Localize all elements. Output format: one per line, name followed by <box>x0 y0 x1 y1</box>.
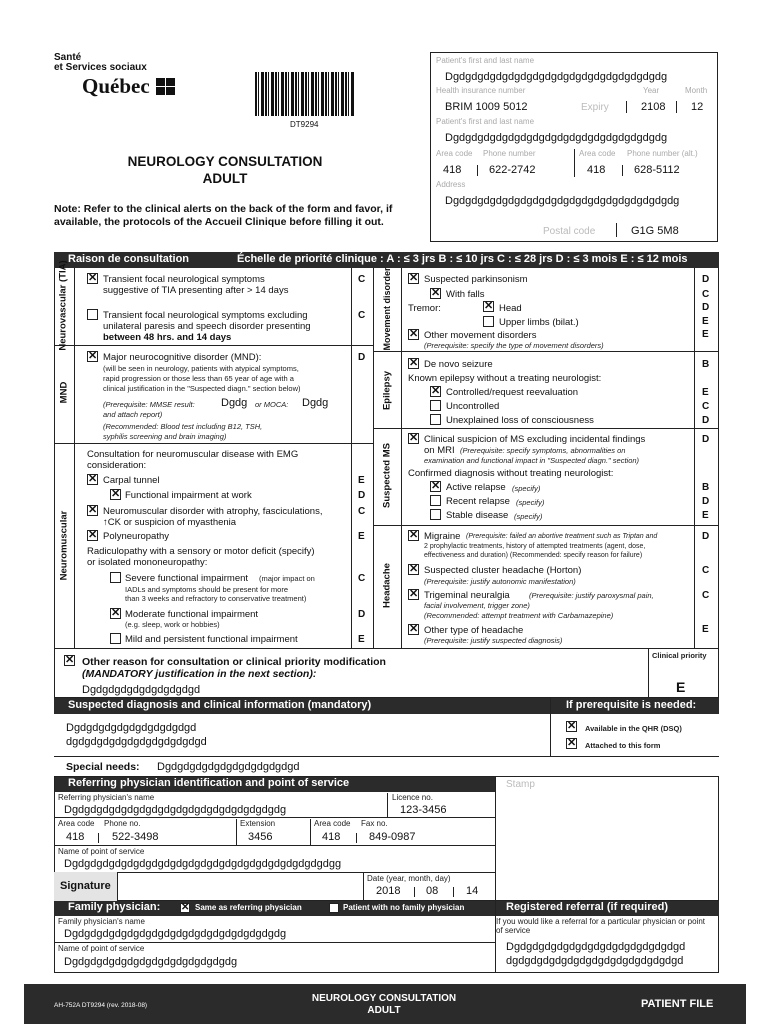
family-name-label: Family physician's name <box>58 917 145 926</box>
diagnosis-header <box>54 698 719 714</box>
ms-prereq-2: examination and functional impact in "Suspected diagn." section) <box>424 456 640 465</box>
mnd-note-3: clinical justification in the "Suspected diagn." section below) <box>103 384 301 393</box>
nm-intro: Consultation for neuromuscular disease with EMG <box>87 449 299 460</box>
clinical-priority-field[interactable]: E <box>676 679 686 695</box>
year-label: Year <box>643 86 660 95</box>
cluster-label: Suspected cluster headache (Horton) <box>424 565 582 576</box>
limbs-label: Upper limbs (bilat.) <box>499 317 579 328</box>
migraine-prereq-2: 2 prophylactic treatments, history of attempted treatments (agent, dose, <box>424 543 646 550</box>
expiry-label: Expiry <box>581 102 609 113</box>
area2-field[interactable]: 418 <box>587 164 606 176</box>
mnd-prereq: (Prerequisite: MMSE result: <box>103 400 195 409</box>
ref-name-field[interactable]: Dgdgdgdgdgdgdgdgdgdgdgdgdgdgdgdgdgdg <box>64 804 287 816</box>
tia2-label-2: unilateral paresis and speech disorder presenting <box>103 321 311 332</box>
registered-field-line1[interactable]: Dgdgdgdgdgdgdgdgdgdgdgdgdgdgd <box>506 941 686 953</box>
patient-name2-label: Patient's first and last name <box>436 117 535 126</box>
registered-text: If you would like a referral for a particular physician or point of service <box>496 917 705 935</box>
loss-consciousness-checkbox[interactable] <box>430 414 441 425</box>
footer-patient-file: PATIENT FILE <box>641 998 714 1010</box>
date-label: Date (year, month, day) <box>367 874 451 883</box>
moderate-priority: D <box>358 609 366 620</box>
mnd-attach: and attach report) <box>103 410 163 419</box>
other-movement-label: Other movement disorders <box>424 330 537 341</box>
stable-disease-label: Stable disease <box>446 510 509 521</box>
address-field[interactable]: Dgdgdgdgdgdgdgdgdgdgdgdgdgdgdgdgdgdgdg <box>445 195 680 207</box>
attached-label: Attached to this form <box>585 741 661 750</box>
stable-disease-priority: E <box>702 510 709 521</box>
diagnosis-field-line1[interactable]: Dgdgdgdgdgdgdgdgdgdgd <box>66 722 197 734</box>
diagnosis-title: Suspected diagnosis and clinical information (mandatory) <box>68 699 372 711</box>
falls-checkbox[interactable]: ✕ <box>431 287 441 299</box>
phone2-label: Phone number (alt.) <box>627 149 698 158</box>
head-label: Head <box>499 303 522 314</box>
migraine-priority: D <box>702 531 710 542</box>
reason-header: Raison de consultation <box>68 253 190 265</box>
loss-consciousness-priority: D <box>702 415 710 426</box>
active-specify: (specify) <box>512 484 541 493</box>
no-physician-checkbox[interactable] <box>329 903 339 913</box>
same-physician-checkbox[interactable]: ✕ <box>181 902 190 913</box>
ref-pos-field[interactable]: Dgdgdgdgdgdgdgdgdgdgdgdgdgdgdgdgdgdgdgdgdgdgg <box>64 858 342 870</box>
other-headache-prereq: (Prerequisite: justify suspected diagnosis) <box>424 636 563 645</box>
mnd-rec-2: syphilis screening and brain imaging) <box>103 432 227 441</box>
patient-name-field[interactable]: Dgdgdgdgdgdgdgdgdgdgdgdgdgdgdgdgdgdg <box>445 71 668 83</box>
footer-subtitle: ADULT <box>367 1005 401 1016</box>
ref-ext-field[interactable]: 3456 <box>248 831 273 843</box>
family-pos-label: Name of point of service <box>58 944 145 953</box>
severe-note-3: than 3 weeks and refractory to conservative treatment) <box>125 594 307 603</box>
ref-phone-field[interactable]: 522-3498 <box>112 831 159 843</box>
mnd-note-1: (will be seen in neurology, patients with atypical symptoms, <box>103 364 299 373</box>
nm-intro-2: consideration: <box>87 460 147 471</box>
recent-specify: (specify) <box>516 498 545 507</box>
signature-label: Signature <box>60 880 111 892</box>
note: Note: Refer to the clinical alerts on the back of the form and favor, if available, the protocols of the Accueil Clinique before filling it out. <box>54 203 393 228</box>
section-neuromuscular: Neuromuscular <box>58 510 70 581</box>
migraine-prereq-3: effectiveness and duration) (Recommended: specify reason for failure) <box>424 552 643 559</box>
trigeminal-priority: C <box>702 590 710 601</box>
other-reason-field[interactable]: Dgdgdgdgdgdgdgdgdgd <box>82 684 201 696</box>
section-epilepsy: Epilepsy <box>381 370 393 411</box>
functional-work-priority: D <box>358 490 366 501</box>
licence-field[interactable]: 123-3456 <box>400 804 447 816</box>
section-headache: Headache <box>381 563 393 608</box>
barcode <box>255 72 355 116</box>
referring-title: Referring physician identification and point of service <box>68 777 350 789</box>
active-relapse-priority: B <box>702 482 710 493</box>
page-title: NEUROLOGY CONSULTATION ADULT <box>127 154 323 186</box>
other-movement-prereq: (Prerequisite: specify the type of movement disorders) <box>424 341 604 350</box>
uncontrolled-checkbox[interactable] <box>430 400 441 411</box>
de-novo-checkbox[interactable]: ✕ <box>409 357 419 369</box>
trigeminal-rec: (Recommended: attempt treatment with Carbamazepine) <box>424 611 614 620</box>
ref-area-label: Area code <box>58 819 95 828</box>
carpal-priority: E <box>358 475 365 486</box>
trigeminal-label: Trigeminal neuralgia <box>424 590 510 601</box>
parkinsonism-checkbox[interactable]: ✕ <box>409 272 419 284</box>
phone-label: Phone number <box>483 149 536 158</box>
limbs-checkbox[interactable] <box>483 316 494 327</box>
tia2-checkbox[interactable] <box>87 309 98 320</box>
ref-area2-field[interactable]: 418 <box>322 831 341 843</box>
falls-label: With falls <box>446 289 485 300</box>
phone2-field[interactable]: 628-5112 <box>634 164 680 176</box>
migraine-label: Migraine <box>424 531 461 542</box>
radiculopathy-label-2: or isolated mononeuropathy: <box>87 557 208 568</box>
polyneuropathy-priority: E <box>358 531 365 542</box>
area2-label: Area code <box>579 149 616 158</box>
carpal-checkbox[interactable]: ✕ <box>88 473 98 485</box>
other-reason-label: Other reason for consultation or clinical priority modification <box>82 656 386 668</box>
logo-line2: et Services sociaux <box>54 62 147 73</box>
other-movement-priority: E <box>702 329 709 340</box>
parkinsonism-label: Suspected parkinsonism <box>424 274 528 285</box>
recent-relapse-priority: D <box>702 496 710 507</box>
active-relapse-label: Active relapse <box>446 482 506 493</box>
severe-note: (major impact on <box>259 574 315 583</box>
nm-disorder-label-2: ↑CK or suspicion of myasthenia <box>103 517 237 528</box>
cluster-prereq: (Prerequisite: justify autonomic manifestation) <box>424 577 576 586</box>
ref-fax-label: Fax no. <box>361 819 388 828</box>
section-ms: Suspected MS <box>381 443 393 508</box>
migraine-prereq: (Prerequisite: failed an abortive treatment such as Triptan and <box>466 533 658 540</box>
mnd-or: or MOCA: <box>255 400 289 409</box>
ref-pos-label: Name of point of service <box>58 847 145 856</box>
moderate-note: (e.g. sleep, work or hobbies) <box>125 620 220 629</box>
diagnosis-field-line2[interactable]: dgdgdgdgdgdgdgdgdgdgdgd <box>66 736 207 748</box>
tia2-priority: C <box>358 310 366 321</box>
ref-ext-label: Extension <box>240 819 276 828</box>
ms-label: Clinical suspicion of MS excluding incidental findings <box>424 434 646 445</box>
ref-area-field[interactable]: 418 <box>66 831 85 843</box>
ms-label-2: on MRI <box>424 445 455 456</box>
prereq-title: If prerequisite is needed: <box>566 699 697 711</box>
other-movement-checkbox[interactable]: ✕ <box>409 328 419 340</box>
other-reason-label-2: (MANDATORY justification in the next section): <box>82 668 317 680</box>
nm-disorder-checkbox[interactable]: ✕ <box>88 504 98 516</box>
fleur-de-lis-flag-icon <box>156 78 175 95</box>
hin-field[interactable]: BRIM 1009 5012 <box>445 101 528 113</box>
cluster-checkbox[interactable]: ✕ <box>409 563 419 575</box>
migraine-checkbox[interactable]: ✕ <box>409 529 419 541</box>
registered-title: Registered referral (if required) <box>506 901 668 913</box>
date-year-field[interactable]: 2018 <box>376 885 401 897</box>
clinical-priority-label: Clinical priority <box>652 651 707 660</box>
mnd-rec-1: (Recommended: Blood test including B12, TSH, <box>103 422 263 431</box>
falls-priority: C <box>702 289 710 300</box>
patient-name-label: Patient's first and last name <box>436 56 535 65</box>
family-header <box>54 901 495 916</box>
tia1-label: Transient focal neurological symptoms <box>103 274 265 285</box>
special-needs-label: Special needs: <box>66 761 140 773</box>
postal-field[interactable]: G1G 5M8 <box>631 225 679 237</box>
registered-header <box>496 901 719 916</box>
area-label: Area code <box>436 149 473 158</box>
family-title: Family physician: <box>68 901 161 913</box>
no-physician-label: Patient with no family physician <box>343 903 465 912</box>
de-novo-priority: B <box>702 359 710 370</box>
severe-label: Severe functional impairment <box>125 573 249 584</box>
moca-field[interactable]: Dgdg <box>302 397 329 409</box>
de-novo-label: De novo seizure <box>424 359 493 370</box>
functional-work-checkbox[interactable]: ✕ <box>111 488 121 500</box>
other-headache-label: Other type of headache <box>424 625 524 636</box>
trigeminal-checkbox[interactable]: ✕ <box>409 588 419 600</box>
mnd-note-2: rapid progression or those less than 65 year of age with a <box>103 374 294 383</box>
nm-disorder-priority: C <box>358 506 366 517</box>
mmse-field[interactable]: Dgdg <box>221 397 248 409</box>
logo-name: Québec <box>82 74 150 98</box>
polyneuropathy-label: Polyneuropathy <box>103 531 170 542</box>
stable-disease-checkbox[interactable] <box>430 509 441 520</box>
tremor-label: Tremor: <box>408 303 441 314</box>
footer-title: NEUROLOGY CONSULTATION <box>311 993 457 1004</box>
controlled-checkbox[interactable]: ✕ <box>431 385 441 397</box>
trigeminal-prereq-2: facial involvement, trigger zone) <box>424 601 530 610</box>
radiculopathy-label: Radiculopathy with a sensory or motor deficit (specify) <box>87 546 315 557</box>
recent-relapse-label: Recent relapse <box>446 496 510 507</box>
footer <box>24 984 746 1024</box>
same-physician-label: Same as referring physician <box>195 903 302 912</box>
patient-name2-field[interactable]: Dgdgdgdgdgdgdgdgdgdgdgdgdgdgdgdgdgdg <box>445 132 668 144</box>
phone-field[interactable]: 622-2742 <box>489 164 536 176</box>
ref-fax-field[interactable]: 849-0987 <box>369 831 416 843</box>
other-reason-checkbox[interactable]: ✕ <box>65 654 75 666</box>
limbs-priority: E <box>702 316 709 327</box>
expiry-month-field[interactable]: 12 <box>691 101 704 113</box>
ref-name-label: Referring physician's name <box>58 793 155 802</box>
functional-work-label: Functional impairment at work <box>125 490 252 501</box>
expiry-year-field[interactable]: 2108 <box>641 101 666 113</box>
signature-field[interactable] <box>118 874 363 900</box>
attached-checkbox[interactable]: ✕ <box>567 737 577 749</box>
trigeminal-prereq: (Prerequisite: justify paroxysmal pain, <box>529 591 654 600</box>
stamp-label: Stamp <box>506 779 535 790</box>
ms-prereq: (Prerequisite: specify symptoms, abnormalities on <box>460 446 626 455</box>
tia2-label-3: between 48 hrs. and 14 days <box>103 332 232 343</box>
stable-specify: (specify) <box>514 512 543 521</box>
barcode-text: DT9294 <box>290 120 319 129</box>
mnd-checkbox[interactable]: ✕ <box>88 350 98 362</box>
licence-label: Licence no. <box>392 793 433 802</box>
signature-label-box <box>54 872 118 901</box>
tia2-label: Transient focal neurological symptoms excluding <box>103 310 308 321</box>
severe-priority: C <box>358 573 366 584</box>
known-epilepsy-label: Known epilepsy without a treating neurologist: <box>408 373 602 384</box>
tia1-priority: C <box>358 274 366 285</box>
head-checkbox[interactable]: ✕ <box>484 300 494 312</box>
special-needs-field[interactable]: Dgdgdgdgdgdgdgdgdgdgdgd <box>157 761 300 773</box>
patient-box <box>430 52 718 242</box>
carpal-label: Carpal tunnel <box>103 475 160 486</box>
severe-note-2: IADLs and symptoms should be present for more <box>125 585 288 594</box>
recent-relapse-checkbox[interactable] <box>430 495 441 506</box>
moderate-checkbox[interactable]: ✕ <box>111 607 121 619</box>
section-movement: Movement disorder <box>382 267 392 351</box>
moderate-label: Moderate functional impairment <box>125 609 259 620</box>
hin-label: Health insurance number <box>436 86 526 95</box>
cluster-priority: C <box>702 565 710 576</box>
tia1-checkbox[interactable]: ✕ <box>88 272 98 284</box>
parkinsonism-priority: D <box>702 274 710 285</box>
qhr-checkbox[interactable]: ✕ <box>567 720 577 732</box>
postal-label: Postal code <box>543 226 596 237</box>
address-label: Address <box>436 180 466 189</box>
area-field[interactable]: 418 <box>443 164 462 176</box>
mild-checkbox[interactable] <box>110 633 121 644</box>
date-month-field[interactable]: 08 <box>426 885 439 897</box>
family-name-field[interactable]: Dgdgdgdgdgdgdgdgdgdgdgdgdgdgdgdgdgdg <box>64 928 287 940</box>
ref-area2-label: Area code <box>314 819 351 828</box>
polyneuropathy-checkbox[interactable]: ✕ <box>88 529 98 541</box>
severe-checkbox[interactable] <box>110 572 121 583</box>
other-headache-checkbox[interactable]: ✕ <box>409 623 419 635</box>
qhr-label: Available in the QHR (DSQ) <box>585 724 682 733</box>
priority-scale: Échelle de priorité clinique : A : ≤ 3 jrs B : ≤ 10 jrs C : ≤ 28 jrs D : ≤ 3 mois E : ≤ 12 mois <box>237 253 688 265</box>
uncontrolled-priority: C <box>702 401 710 412</box>
mnd-priority: D <box>358 352 366 363</box>
tia1-label-2: suggestive of TIA presenting after > 14 days <box>103 285 289 296</box>
registered-field-line2[interactable]: dgdgdgdgdgdgdgdgdgdgdgdgdgdgd <box>506 955 684 967</box>
nm-disorder-label: Neuromuscular disorder with atrophy, fasciculations, <box>103 506 323 517</box>
ref-phone-label: Phone no. <box>104 819 141 828</box>
logo <box>54 52 204 102</box>
mild-priority: E <box>358 634 365 645</box>
other-headache-priority: E <box>702 624 709 635</box>
confirmed-ms-label: Confirmed diagnosis without treating neurologist: <box>408 468 614 479</box>
controlled-priority: E <box>702 387 709 398</box>
mild-label: Mild and persistent functional impairment <box>125 634 298 645</box>
section-mnd: MND <box>58 381 70 404</box>
uncontrolled-label: Uncontrolled <box>446 401 500 412</box>
month-label: Month <box>685 86 708 95</box>
controlled-label: Controlled/request reevaluation <box>446 387 579 398</box>
head-priority: D <box>702 302 710 313</box>
family-pos-field[interactable]: Dgdgdgdgdgdgdgdgdgdgdgdgdgdg <box>64 956 238 968</box>
active-relapse-checkbox[interactable]: ✕ <box>431 480 441 492</box>
date-day-field[interactable]: 14 <box>466 885 479 897</box>
logo-line1: Santé <box>54 52 82 63</box>
loss-consciousness-label: Unexplained loss of consciousness <box>446 415 594 426</box>
ms-checkbox[interactable]: ✕ <box>409 432 419 444</box>
footer-code: AH-752A DT9294 (rev. 2018-08) <box>54 1002 148 1009</box>
section-neurovascular: Neurovascular (TIA) <box>57 260 69 351</box>
mnd-label: Major neurocognitive disorder (MND): <box>103 352 262 363</box>
ms-priority: D <box>702 434 710 445</box>
